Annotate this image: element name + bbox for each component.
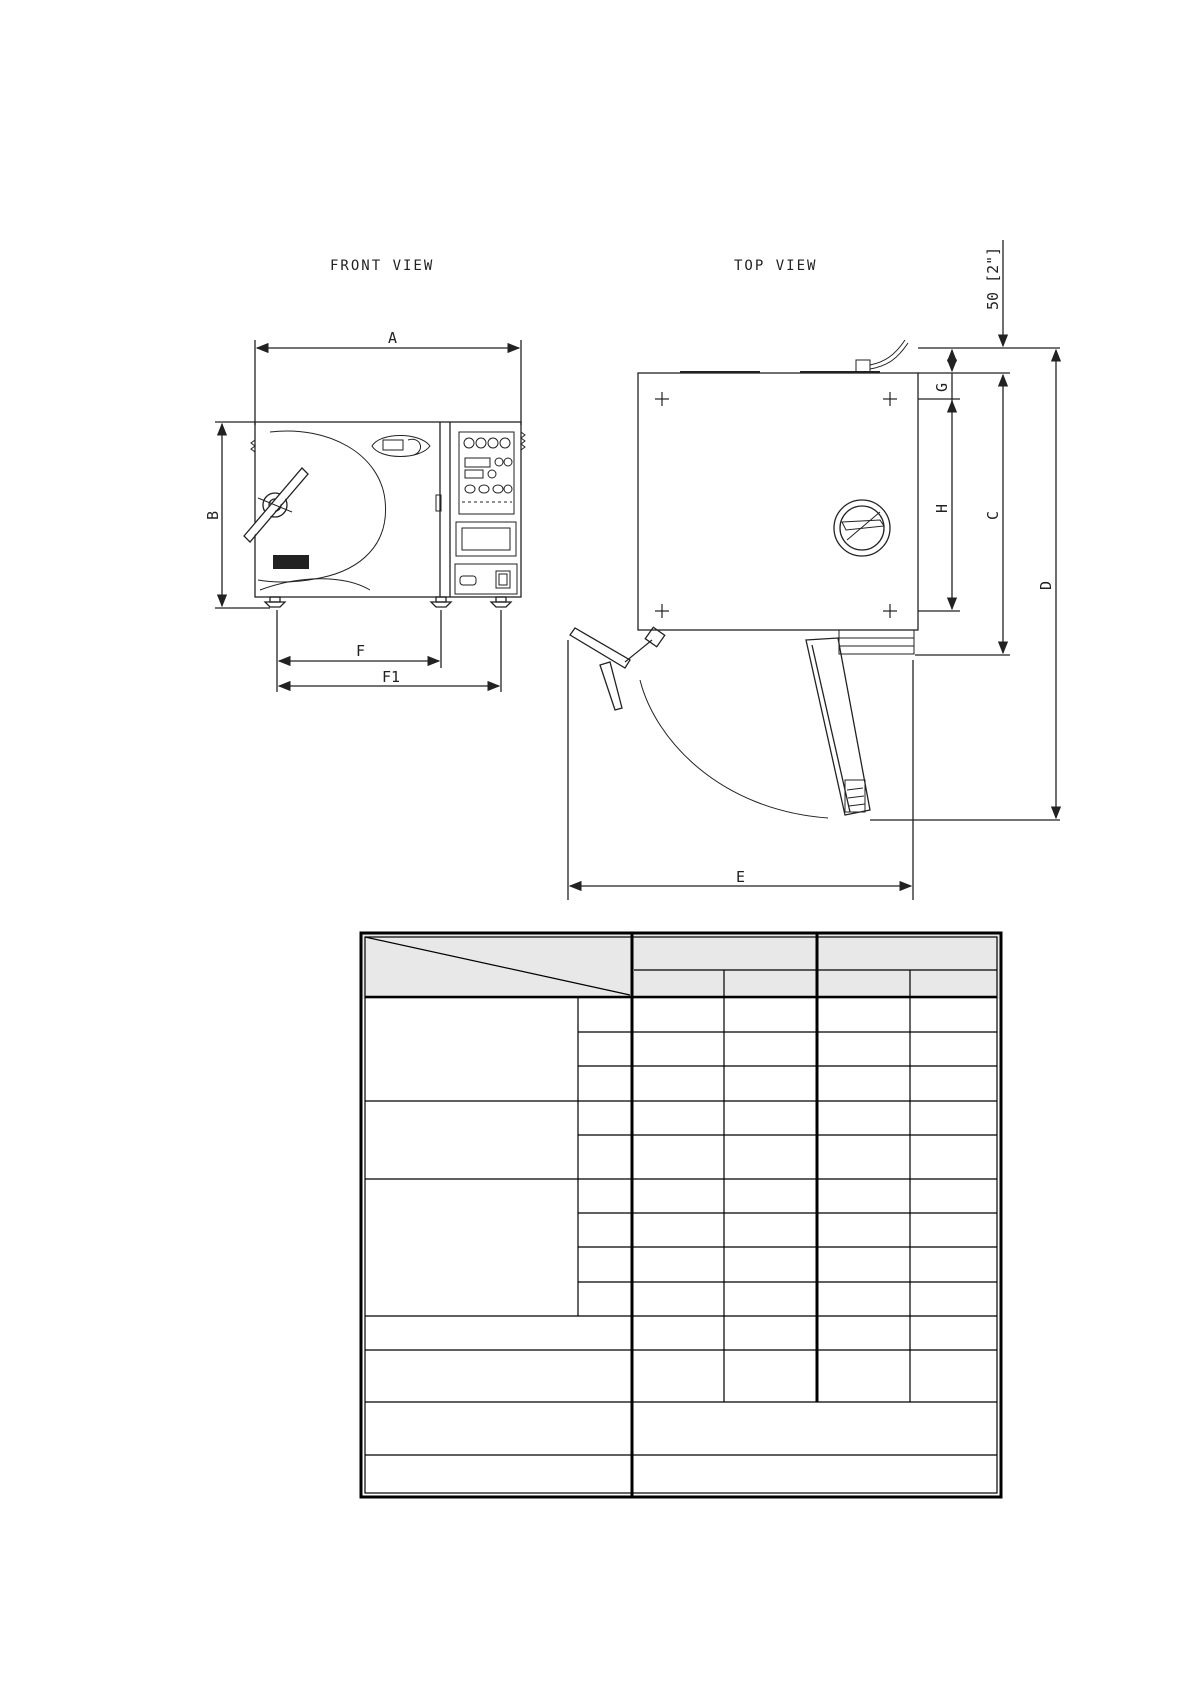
dim-c-label: C — [984, 510, 1002, 520]
front-view — [215, 340, 525, 692]
dim-b-label: B — [204, 510, 222, 520]
top-view-title: TOP VIEW — [734, 258, 818, 274]
table-grid — [365, 937, 997, 1493]
dim-f1-label: F1 — [382, 668, 401, 686]
dim-e-label: E — [736, 868, 746, 886]
dim-f-label: F — [356, 642, 366, 660]
table-border — [361, 933, 1001, 1497]
dim-a-label: A — [388, 329, 398, 347]
dim-g-label: G — [933, 382, 951, 392]
dim-clearance-label: 50 [2"] — [984, 246, 1002, 310]
top-view — [568, 240, 1060, 900]
front-view-title: FRONT VIEW — [330, 258, 435, 274]
table-thick-dividers — [632, 933, 817, 1497]
dim-d-label: D — [1037, 580, 1055, 590]
table-header — [361, 933, 1001, 999]
dim-h-label: H — [933, 503, 951, 513]
